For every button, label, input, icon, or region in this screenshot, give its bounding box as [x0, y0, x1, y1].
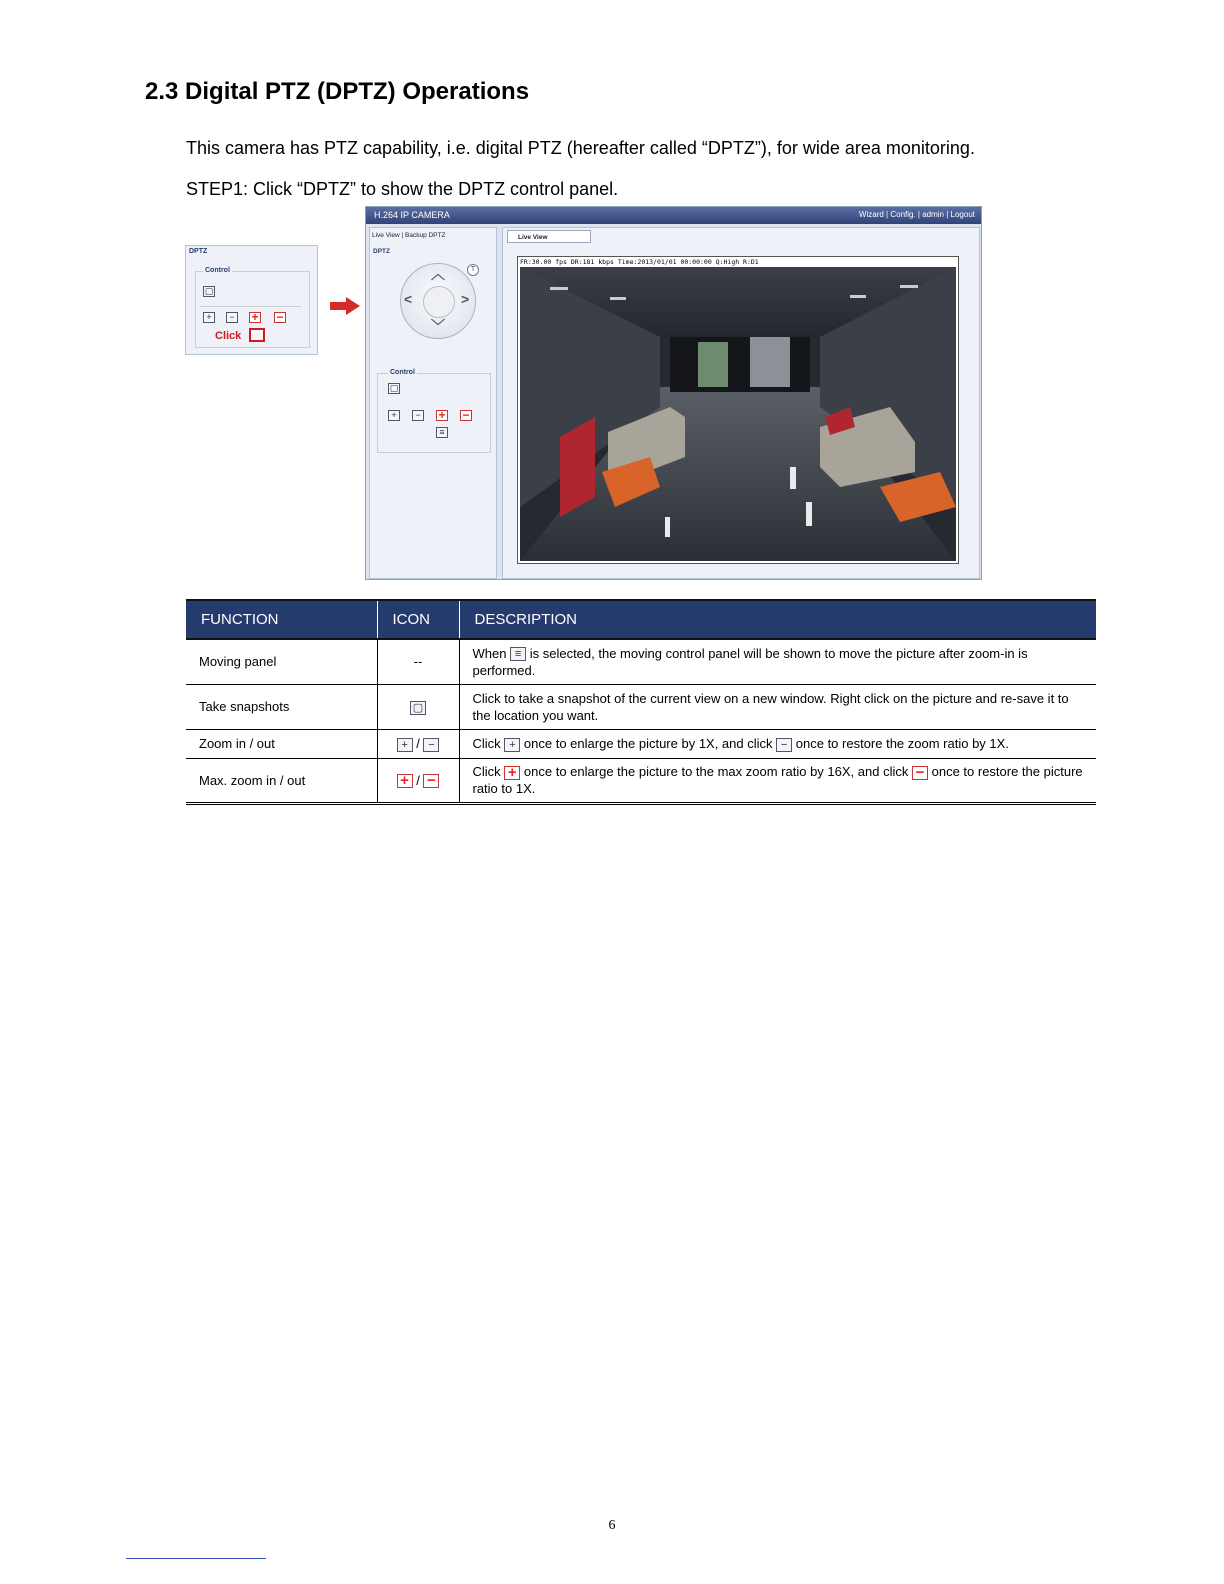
dptz-sidebar [369, 227, 497, 579]
zoom-out-icon: − [423, 738, 439, 752]
max-zoom-in-icon: + [397, 774, 413, 788]
icon-cell [377, 684, 459, 729]
footer-rule [126, 1558, 266, 1559]
click-callout: Click [215, 330, 242, 342]
max-zoom-out-icon: − [423, 774, 439, 788]
divider [200, 306, 301, 307]
down-arrow-icon[interactable]: ﹀ [431, 318, 445, 334]
tour-badge[interactable]: T [467, 264, 479, 276]
right-arrow-icon[interactable]: > [461, 291, 470, 307]
max-zoom-out-icon: − [912, 766, 928, 780]
zoom-out-icon[interactable]: − [226, 312, 238, 323]
video-frame[interactable] [517, 256, 959, 564]
max-zoom-in-icon[interactable]: + [249, 312, 261, 323]
zoom-in-icon: + [504, 738, 520, 752]
description-cell: Click + once to enlarge the picture to the max zoom ratio by 16X, and click − once to restore the picture ratio to 1X. [459, 758, 1096, 803]
dptz-panel-crop [185, 245, 318, 355]
function-table [186, 599, 1096, 805]
live-view-area [502, 227, 980, 579]
table-header-row [186, 600, 1096, 639]
moving-panel-icon[interactable]: ≡ [436, 427, 448, 438]
control-label: Control [390, 369, 415, 376]
snapshot-icon[interactable]: ▢ [389, 383, 399, 393]
camera-ui-screenshot [365, 206, 982, 580]
max-zoom-in-icon[interactable]: + [436, 410, 448, 421]
description-cell: Click to take a snapshot of the current view on a new window. Right click on the picture and re-save it to the location you want. [459, 684, 1096, 729]
zoom-in-icon[interactable]: + [203, 312, 215, 323]
direction-pad-center[interactable] [423, 286, 455, 318]
left-arrow-icon[interactable]: < [404, 291, 413, 307]
page-number: 6 [608, 1518, 616, 1533]
video-info-overlay: FR:30.00 fps DR:181 kbps Time:2013/01/01 00:00:00 Q:High R:D1 [520, 258, 759, 266]
step1-text: STEP1: Click “DPTZ” to show the DPTZ control panel. [186, 179, 619, 199]
snapshot-icon[interactable]: ▢ [204, 286, 214, 296]
function-cell: Max. zoom in / out [186, 758, 377, 803]
description-cell: Click + once to enlarge the picture by 1X, and click − once to restore the zoom ratio by 1X. [459, 729, 1096, 758]
tab-live-view[interactable]: Live View [507, 230, 591, 243]
intro-paragraph: This camera has PTZ capability, i.e. digital PTZ (hereafter called “DPTZ”), for wide area monitoring. [186, 138, 975, 158]
description-cell: When ≡ is selected, the moving control panel will be shown to move the picture after zoom-in is performed. [459, 639, 1096, 684]
camera-title-bar [366, 207, 981, 224]
icon-cell: -- [377, 639, 459, 684]
zoom-in-icon[interactable]: + [388, 410, 400, 421]
dptz-panel-title: DPTZ [189, 248, 208, 255]
dptz-label: DPTZ [373, 248, 390, 255]
icon-cell: + / − [377, 758, 459, 803]
max-zoom-out-icon[interactable]: − [460, 410, 472, 421]
function-cell: Moving panel [186, 639, 377, 684]
table-row [186, 758, 1096, 803]
max-zoom-in-icon: + [504, 766, 520, 780]
direction-pad[interactable] [400, 263, 476, 339]
zoom-in-icon: + [397, 738, 413, 752]
table-row [186, 729, 1096, 758]
control-label: Control [205, 267, 230, 274]
table-row [186, 639, 1096, 684]
moving-panel-icon[interactable] [249, 328, 265, 342]
header-description: DESCRIPTION [459, 600, 1096, 639]
camera-title: H.264 IP CAMERA [374, 210, 450, 220]
camera-lobby-image [520, 267, 956, 561]
zoom-out-icon: − [776, 738, 792, 752]
up-arrow-icon[interactable]: ︿ [431, 266, 445, 282]
sidebar-tabs[interactable]: Live View | Backup DPTZ [372, 232, 446, 239]
section-heading: 2.3 Digital PTZ (DPTZ) Operations [145, 78, 530, 105]
top-menu[interactable]: Wizard | Config. | admin | Logout [858, 210, 975, 219]
zoom-out-icon[interactable]: − [412, 410, 424, 421]
header-icon: ICON [377, 600, 459, 639]
table-row [186, 684, 1096, 729]
function-cell: Take snapshots [186, 684, 377, 729]
snapshot-icon: ▢ [410, 701, 426, 715]
header-function: FUNCTION [186, 600, 377, 639]
function-cell: Zoom in / out [186, 729, 377, 758]
moving-panel-icon: ≡ [510, 647, 526, 661]
icon-cell: + / − [377, 729, 459, 758]
max-zoom-out-icon[interactable]: − [274, 312, 286, 323]
arrow-right-icon [330, 297, 360, 315]
